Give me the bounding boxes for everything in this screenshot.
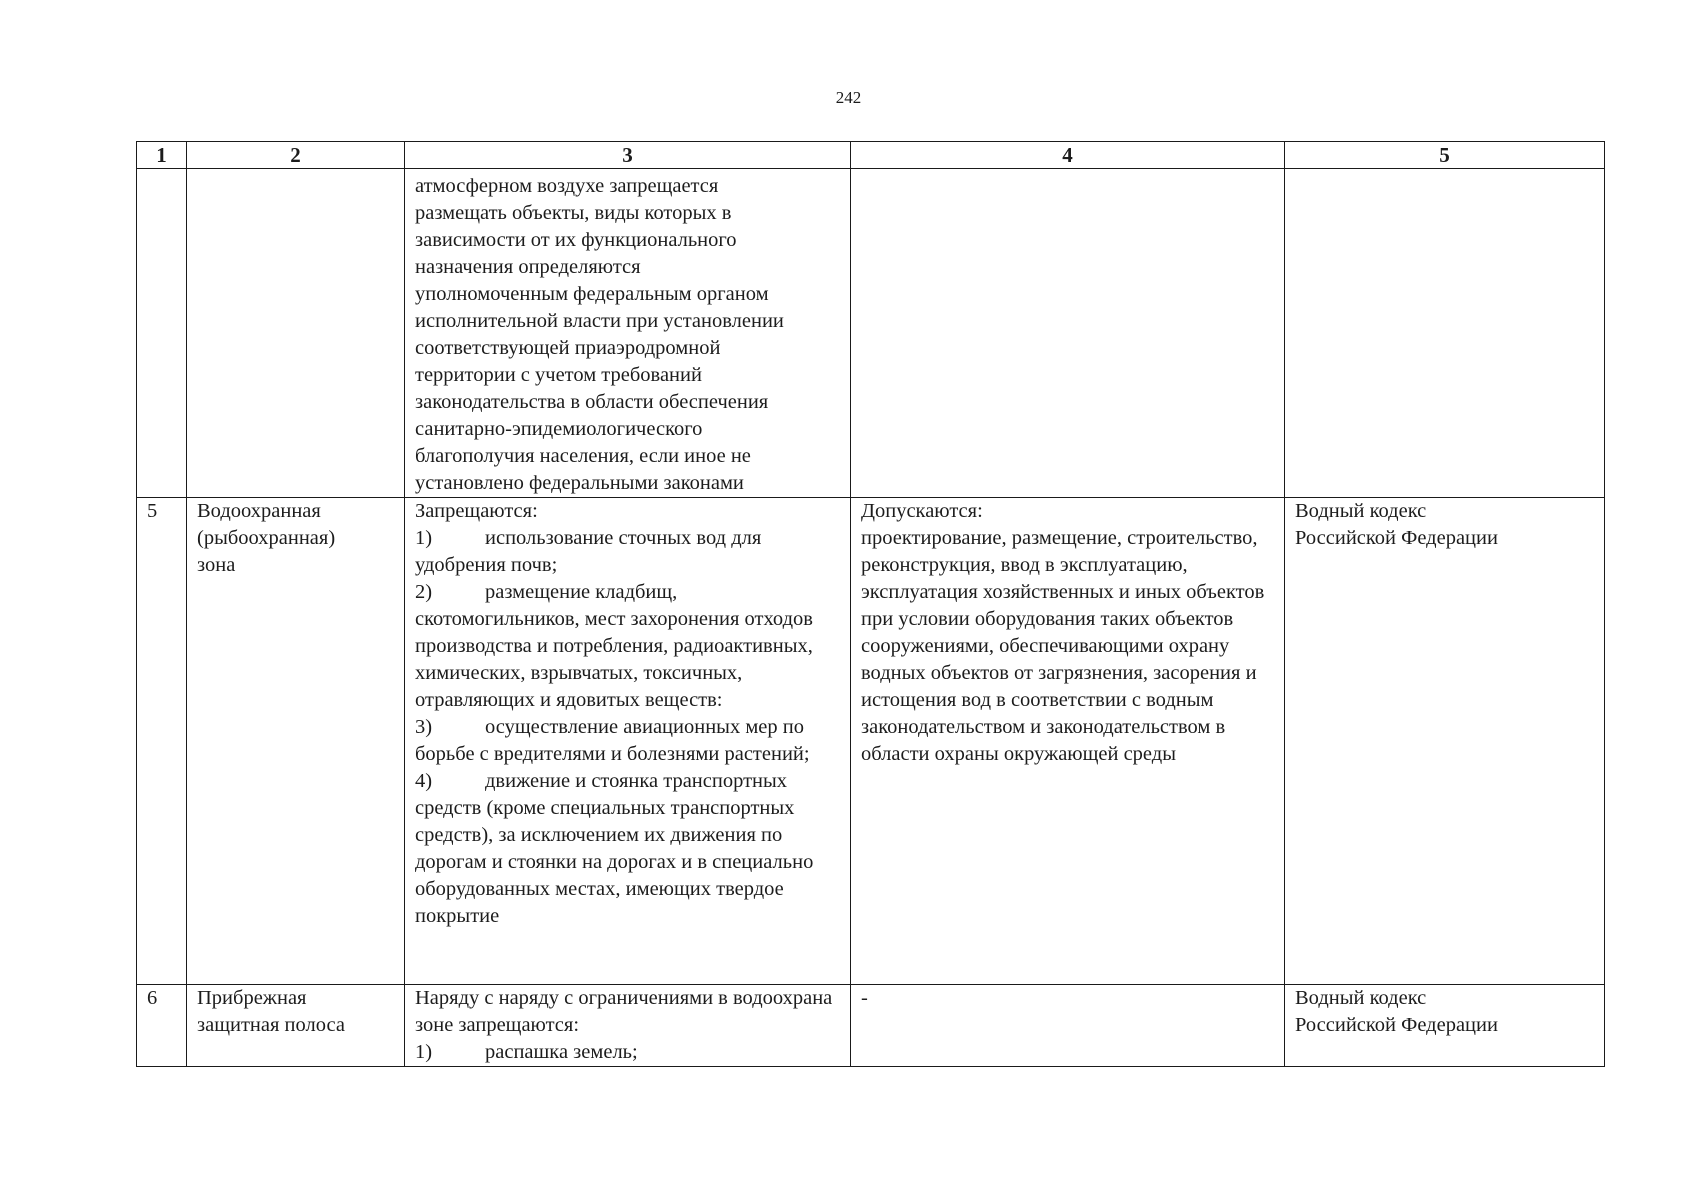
law-cell	[1285, 985, 1605, 1067]
cont-cell-2	[187, 169, 405, 498]
cont-line: назначения определяются	[415, 256, 641, 278]
zones-table	[136, 141, 1605, 1067]
table-header-row	[137, 142, 1605, 169]
header-col-1: 1	[137, 142, 187, 169]
item-number: 1)	[415, 527, 433, 549]
cont-line: атмосферном воздухе запрещается	[415, 175, 719, 197]
item-text: распашка земель;	[485, 1041, 638, 1063]
zone-name-cell	[187, 498, 405, 985]
law-line: Водный кодекс	[1295, 987, 1427, 1009]
cont-line: законодательства в области обеспечения	[415, 391, 769, 413]
item-text: использование сточных вод для удобрения почв;	[415, 527, 762, 576]
item-number: 2)	[415, 581, 433, 603]
law-line: Российской Федерации	[1295, 1014, 1498, 1036]
prohibited-cell	[405, 985, 851, 1067]
header-col-3: 3	[405, 142, 851, 169]
row-number: 6	[137, 985, 187, 1067]
prohibited-item	[415, 1039, 840, 1066]
law-line: Российской Федерации	[1295, 527, 1498, 549]
header-col-4: 4	[851, 142, 1285, 169]
prohibited-item	[415, 579, 840, 714]
header-col-2: 2	[187, 142, 405, 169]
cont-cell-1	[137, 169, 187, 498]
table-row-6	[137, 985, 1605, 1067]
cont-line: зависимости от их функционального	[415, 229, 737, 251]
table-row-5	[137, 498, 1605, 985]
zone-name-line: защитная полоса	[197, 1014, 345, 1036]
cont-line: исполнительной власти при установлении	[415, 310, 784, 332]
zone-name-cell	[187, 985, 405, 1067]
allowed-cell	[851, 498, 1285, 985]
cont-cell-4	[851, 169, 1285, 498]
item-text: движение и стоянка транспортных средств (кроме специальных транспортных средств), за исключением их движения по дорогам и стоянки на дорогах и в специально оборудованных местах, имеющих твердое покрытие	[415, 770, 814, 927]
item-text: размещение кладбищ, скотомогильников, мест захоронения отходов производства и потребления, радиоактивных, химических, взрывчатых, токсичных, отравляющих и ядовитых веществ:	[415, 581, 813, 711]
allowed-text: проектирование, размещение, строительство, реконструкция, ввод в эксплуатацию, эксплуатация хозяйственных и иных объектов при условии оборудования таких объектов сооружениями, обеспечивающими охрану водных объектов от загрязнения, засорения и истощения вод в соответствии с водным законодательством и законодательством в области охраны окружающей среды	[861, 527, 1265, 765]
cont-cell-3	[405, 169, 851, 498]
cont-line: установлено федеральными законами	[415, 472, 744, 494]
item-text: осуществление авиационных мер по борьбе с вредителями и болезнями растений;	[415, 716, 810, 765]
row-number: 5	[137, 498, 187, 985]
cont-line: соответствующей приаэродромной	[415, 337, 721, 359]
header-col-5: 5	[1285, 142, 1605, 169]
law-cell	[1285, 498, 1605, 985]
item-number: 1)	[415, 1041, 433, 1063]
cont-cell-5	[1285, 169, 1605, 498]
prohibited-item	[415, 714, 840, 768]
zone-name-line: зона	[197, 554, 236, 576]
prohibited-item	[415, 525, 840, 579]
law-line: Водный кодекс	[1295, 500, 1427, 522]
cont-line: территории с учетом требований	[415, 364, 702, 386]
zone-name-line: (рыбоохранная)	[197, 527, 336, 549]
cont-line: уполномоченным федеральным органом	[415, 283, 769, 305]
table-row-continuation	[137, 169, 1605, 498]
cont-line: санитарно-эпидемиологического	[415, 418, 703, 440]
prohibited-intro: Наряду с наряду с ограничениями в водоохрана зоне запрещаются:	[415, 987, 833, 1036]
cont-line: размещать объекты, виды которых в	[415, 202, 732, 224]
page-number: 242	[835, 88, 862, 107]
allowed-cell: -	[851, 985, 1285, 1067]
cont-line: благополучия населения, если иное не	[415, 445, 751, 467]
item-number: 4)	[415, 770, 433, 792]
prohibited-cell	[405, 498, 851, 985]
prohibited-item	[415, 768, 840, 930]
prohibited-title: Запрещаются:	[415, 500, 538, 522]
allowed-title: Допускаются:	[861, 500, 983, 522]
zone-name-line: Прибрежная	[197, 987, 307, 1009]
item-number: 3)	[415, 716, 433, 738]
zone-name-line: Водоохранная	[197, 500, 321, 522]
